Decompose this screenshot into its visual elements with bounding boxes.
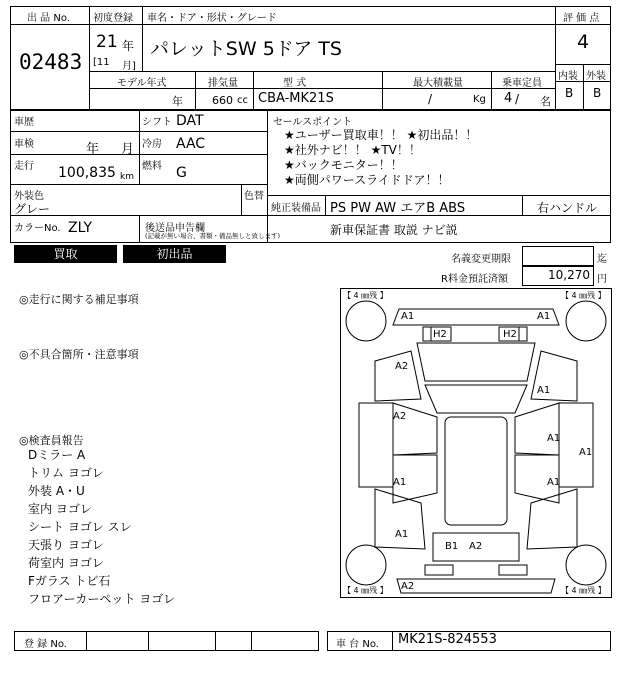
damage-mark: A1 [547, 433, 561, 444]
damage-mark: A1 [537, 385, 551, 396]
first-listing-badge: 初出品 [123, 245, 226, 263]
reg-year-unit: 年 [122, 39, 135, 53]
warranty-docs: 新車保証書 取説 ナビ説 [330, 223, 458, 237]
damage-mark: H2 [503, 329, 517, 340]
first-reg-label: 初度登録 [93, 13, 133, 24]
exterior-grade: B [593, 86, 602, 100]
lot-number: 02483 [19, 50, 83, 74]
mileage-value: 100,835 [58, 165, 116, 181]
door-front-right [515, 403, 559, 455]
model-year-unit: 年 [172, 95, 183, 108]
taillight-right [499, 565, 527, 575]
capacity: 4 [504, 91, 513, 106]
tire-depth-front-left: 【 4 ㎜残 】 [343, 291, 388, 300]
tire-depth-rear-right: 【 4 ㎜残 】 [561, 586, 606, 595]
color-no-label: カラーNo. [14, 223, 61, 234]
car-name-label: 車名・ドア・形状・グレード [147, 13, 277, 24]
hood [417, 343, 535, 381]
damage-mark: A1 [579, 447, 593, 458]
chassis-number: MK21S-824553 [398, 632, 497, 647]
damage-mark: A2 [401, 581, 415, 592]
sales-point-item: ★両側パワースライドドア！！ [284, 173, 450, 187]
sales-point-item: ★社外ナビ！！ ★TV！！ [284, 143, 421, 157]
displacement-unit: cc [237, 95, 248, 106]
roof [445, 417, 507, 525]
fender-left [375, 351, 421, 401]
tire-front-left [346, 301, 386, 341]
score-value: 4 [577, 31, 590, 53]
inspector-line: シート ヨゴレ スレ [28, 520, 132, 534]
windshield [425, 385, 527, 413]
tire-front-right [566, 301, 606, 341]
sales-points-title: セールスポイント [273, 117, 353, 128]
score-label: 評 価 点 [563, 13, 600, 24]
taillight-left [425, 565, 453, 575]
ac-label: 冷房 [142, 139, 162, 150]
capacity-slash: / [515, 92, 520, 106]
inspector-line: 荷室内 ヨゴレ [28, 556, 104, 570]
equipment-label: 純正装備品 [271, 203, 321, 214]
history-label: 車歴 [14, 117, 34, 128]
damage-mark: B1 [445, 541, 459, 552]
repaint-label: 色替 [244, 191, 264, 202]
name-change-unit: 迄 [597, 254, 607, 265]
sales-point-item: ★バックモニター！！ [284, 158, 403, 172]
name-change-label: 名義変更期限 [451, 254, 511, 265]
side-right [559, 403, 593, 487]
shift-label: シフト [142, 117, 172, 128]
inspector-line: トリム ヨゴレ [28, 466, 104, 480]
buyout-badge: 買取 [14, 245, 117, 263]
sales-point-item: ★ユーザー買取車！！ ★初出品！！ [284, 128, 478, 142]
reg-year: 21 [96, 32, 118, 52]
ext-color-value: グレー [14, 202, 51, 216]
inspector-line: フロアーカーペット ヨゴレ [28, 592, 176, 606]
type-code: CBA-MK21S [258, 91, 334, 106]
model-year-label: モデル年式 [117, 78, 167, 89]
recycle-unit: 円 [597, 274, 607, 285]
type-label: 型 式 [283, 78, 307, 89]
damage-mark: A1 [395, 529, 409, 540]
capacity-label: 乗車定員 [502, 78, 542, 89]
damage-diagram [340, 288, 612, 598]
inspector-line: 外装 A・U [28, 484, 85, 498]
equipment-items: PS PW AW エアB ABS [330, 201, 466, 216]
rear-quarter-left [375, 489, 425, 549]
reg-no-label: 登 録 No. [24, 639, 67, 650]
tire-rear-right [566, 545, 606, 585]
inspection-month-unit: 月 [121, 142, 135, 157]
recycle-amount: 10,270 [548, 268, 590, 282]
post-docs-label: 後送品申告欄 [145, 223, 205, 234]
driving-remarks-title: ◎走行に関する補足事項 [19, 293, 139, 306]
tire-depth-rear-left: 【 4 ㎜残 】 [343, 586, 388, 595]
damage-mark: A1 [537, 311, 551, 322]
defects-title: ◎不具合箇所・注意事項 [19, 348, 139, 361]
inspector-report-title: ◎検査員報告 [19, 434, 84, 447]
reg-month-unit: 月] [122, 61, 136, 72]
damage-mark: A1 [547, 477, 561, 488]
damage-mark: A2 [395, 361, 409, 372]
rear-bumper [397, 579, 555, 593]
tire-rear-left [346, 545, 386, 585]
shift-value: DAT [176, 113, 204, 129]
inspector-line: 天張り ヨゴレ [28, 538, 104, 552]
damage-mark: A1 [401, 311, 415, 322]
capacity-unit: 名 [540, 95, 551, 108]
damage-mark: A1 [393, 477, 407, 488]
name-change-field [522, 246, 594, 266]
damage-mark: H2 [433, 329, 447, 340]
fuel-label: 燃料 [142, 161, 162, 172]
tire-depth-front-right: 【 4 ㎜残 】 [561, 291, 606, 300]
mileage-unit: km [120, 172, 134, 182]
rear-quarter-right [527, 489, 577, 549]
max-load-unit: Kg [473, 94, 486, 105]
inspector-line: Dミラー A [28, 448, 86, 462]
exterior-label: 外装 [586, 71, 606, 82]
ext-color-label: 外装色 [14, 191, 44, 202]
max-load-label: 最大積載量 [413, 78, 463, 89]
interior-label: 内装 [558, 71, 578, 82]
mileage-label: 走行 [14, 161, 34, 172]
damage-mark: A2 [469, 541, 483, 552]
car-name: パレットSW 5ドア TS [150, 38, 342, 60]
lot-label: 出 品 No. [27, 13, 70, 24]
damage-mark: A2 [393, 411, 407, 422]
post-docs-note: (記載が無い場合、書類・備品無しと致します) [145, 232, 281, 240]
steering-side: 右ハンドル [537, 201, 598, 215]
inspector-line: Fガラス トビ石 [28, 574, 111, 588]
recycle-label: R料金預託済額 [441, 274, 508, 285]
inspector-line: 室内 ヨゴレ [28, 502, 92, 516]
chassis-label: 車 台 No. [336, 639, 379, 650]
fuel-value: G [176, 165, 187, 181]
inspection-label: 車検 [14, 139, 34, 150]
displacement-label: 排気量 [208, 78, 238, 89]
displacement: 660 [212, 94, 233, 107]
ac-value: AAC [176, 136, 206, 152]
reg-month: [11 [93, 57, 110, 68]
side-left [359, 403, 393, 487]
front-bumper [393, 309, 559, 325]
color-no-value: ZLY [68, 220, 93, 236]
interior-grade: B [565, 86, 574, 100]
inspection-year-unit: 年 [86, 142, 100, 157]
max-load-slash: / [428, 92, 433, 106]
